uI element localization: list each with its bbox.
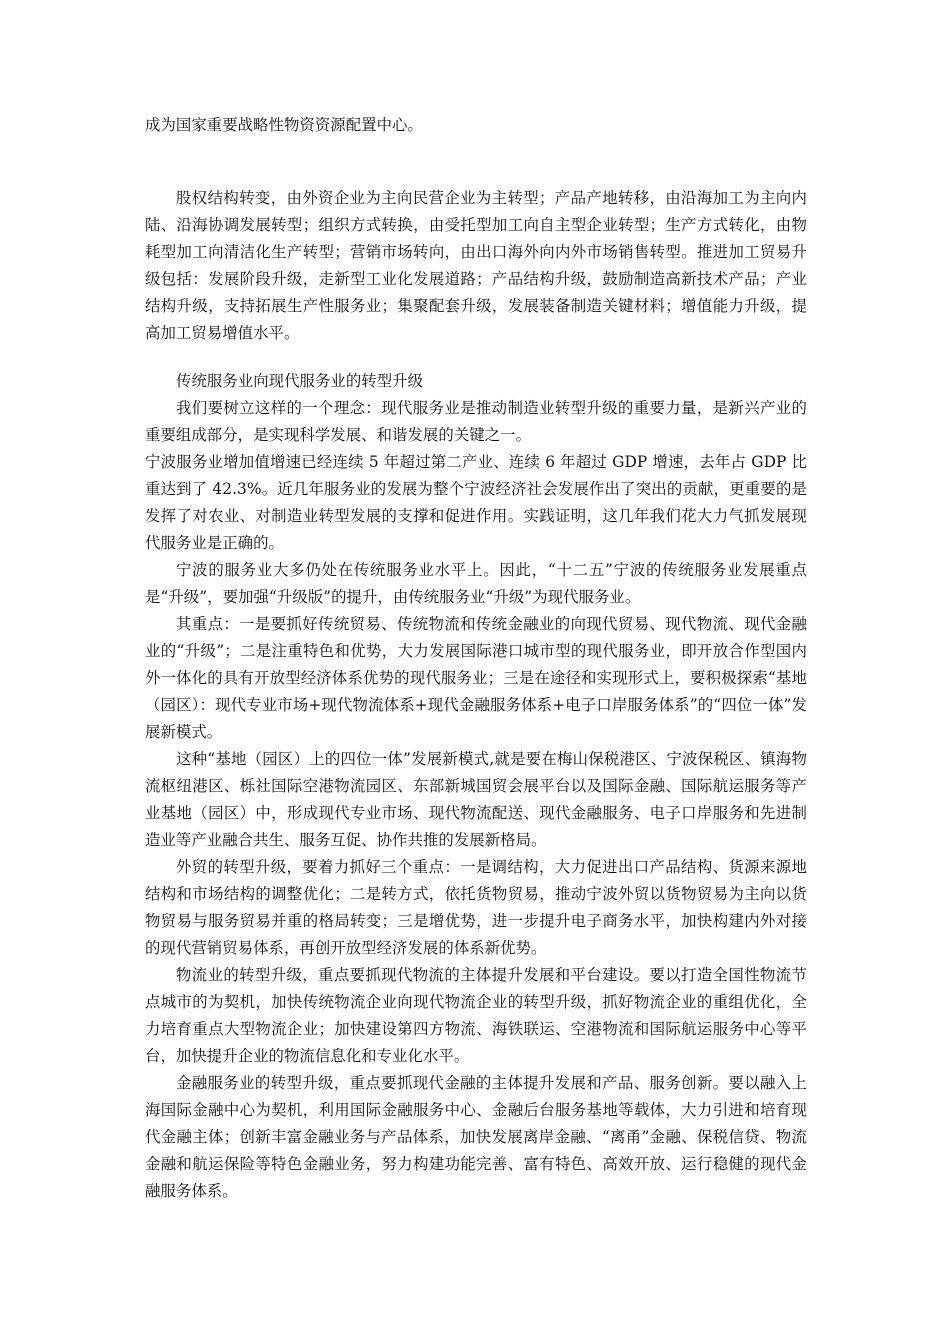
paragraph-foreign-trade: 外贸的转型升级，要着力抓好三个重点：一是调结构，大力促进出口产品结构、货源来源地结构和市场结构的调整优化；二是转方式，依托货物贸易，推动宁波外贸以货物贸易为主向以货物贸易与服务贸易并重的格局转变；三是增优势，进一步提升电子商务水平，加快构建内外对接的现代营销贸易体系，再创开放型经济发展的体系新优势。 — [145, 858, 807, 957]
paragraph-ningbo-service-growth: 宁波服务业增加值增速已经连续 5 年超过第二产业、连续 6 年超过 GDP 增速，去年占 GDP 比重达到了 42.3%。近几年服务业的发展为整个宁波经济社会发展作出了突出的贡献，更重要的是发挥了对农业、对制造业转型发展的支撑和促进作用。实践证明，这几年我们花大力气抓发展现代服务业是正确的。 — [145, 453, 807, 552]
section-heading: 传统服务业向现代服务业的转型升级 — [176, 372, 424, 390]
paragraph-logistics: 物流业的转型升级，重点要抓现代物流的主体提升发展和平台建设。要以打造全国性物流节点城市的为契机，加快传统物流企业向现代物流企业的转型升级，抓好物流企业的重组优化，全力培育重点大型物流企业；加快建设第四方物流、海铁联运、空港物流和国际航运服务中心等平台，加快提升企业的物流信息化和专业化水平。 — [145, 966, 807, 1065]
paragraph-upgrade-focus: 宁波的服务业大多仍处在传统服务业水平上。因此，“十二五”宁波的传统服务业发展重点是“升级”，要加强“升级版”的提升，由传统服务业“升级”为现代服务业。 — [145, 561, 807, 606]
paragraph-finance: 金融服务业的转型升级，重点要抓现代金融的主体提升发展和产品、服务创新。要以融入上海国际金融中心为契机，利用国际金融服务中心、金融后台服务基地等载体，大力引进和培育现代金融主体；创新丰富金融业务与产品体系，加快发展离岸金融、“离甬”金融、保税信贷、物流金融和航运保险等特色金融业务，努力构建功能完善、富有特色、高效开放、运行稳健的现代金融服务体系。 — [145, 1074, 807, 1200]
document-page — [145, 112, 807, 1205]
paragraph-four-in-one: 这种“基地（园区）上的四位一体”发展新模式,就是要在梅山保税港区、宁波保税区、镇海物流枢纽港区、栎社国际空港物流园区、东部新城国贸会展平台以及国际金融、国际航运服务等产业基地（园区）中，形成现代专业市场、现代物流配送、现代金融服务、电子口岸服务和先进制造业等产业融合共生、服务互促、协作共推的发展新格局。 — [145, 750, 807, 849]
paragraph-key-points: 其重点：一是要抓好传统贸易、传统物流和传统金融业的向现代贸易、现代物流、现代金融业的“升级”；二是注重特色和优势，大力发展国际港口城市型的现代服务业，即开放合作型国内外一体化的具有开放型经济体系优势的现代服务业；三是在途径和实现形式上，要积极探索“基地（园区）：现代专业市场+现代物流体系+现代金融服务体系+电子口岸服务体系”的“四位一体”发展新模式。 — [145, 615, 807, 741]
paragraph-processing-trade: 股权结构转变，由外资企业为主向民营企业为主转型；产品产地转移，由沿海加工为主向内陆、沿海协调发展转型；组织方式转换，由受托型加工向自主型企业转型；生产方式转化，由物耗型加工向清洁化生产转型；营销市场转向，由出口海外向内外市场销售转型。推进加工贸易升级包括：发展阶段升级，走新型工业化发展道路；产品结构升级，鼓励制造高新技术产品；产业结构升级，支持拓展生产性服务业；集聚配套升级，发展装备制造关键材料；增值能力升级，提高加工贸易增值水平。 — [145, 189, 807, 342]
paragraph-service-concept: 我们要树立这样的一个理念：现代服务业是推动制造业转型升级的重要力量，是新兴产业的重要组成部分，是实现科学发展、和谐发展的关键之一。 — [145, 399, 807, 444]
paragraph-continuation: 成为国家重要战略性物资资源配置中心。 — [145, 116, 423, 134]
